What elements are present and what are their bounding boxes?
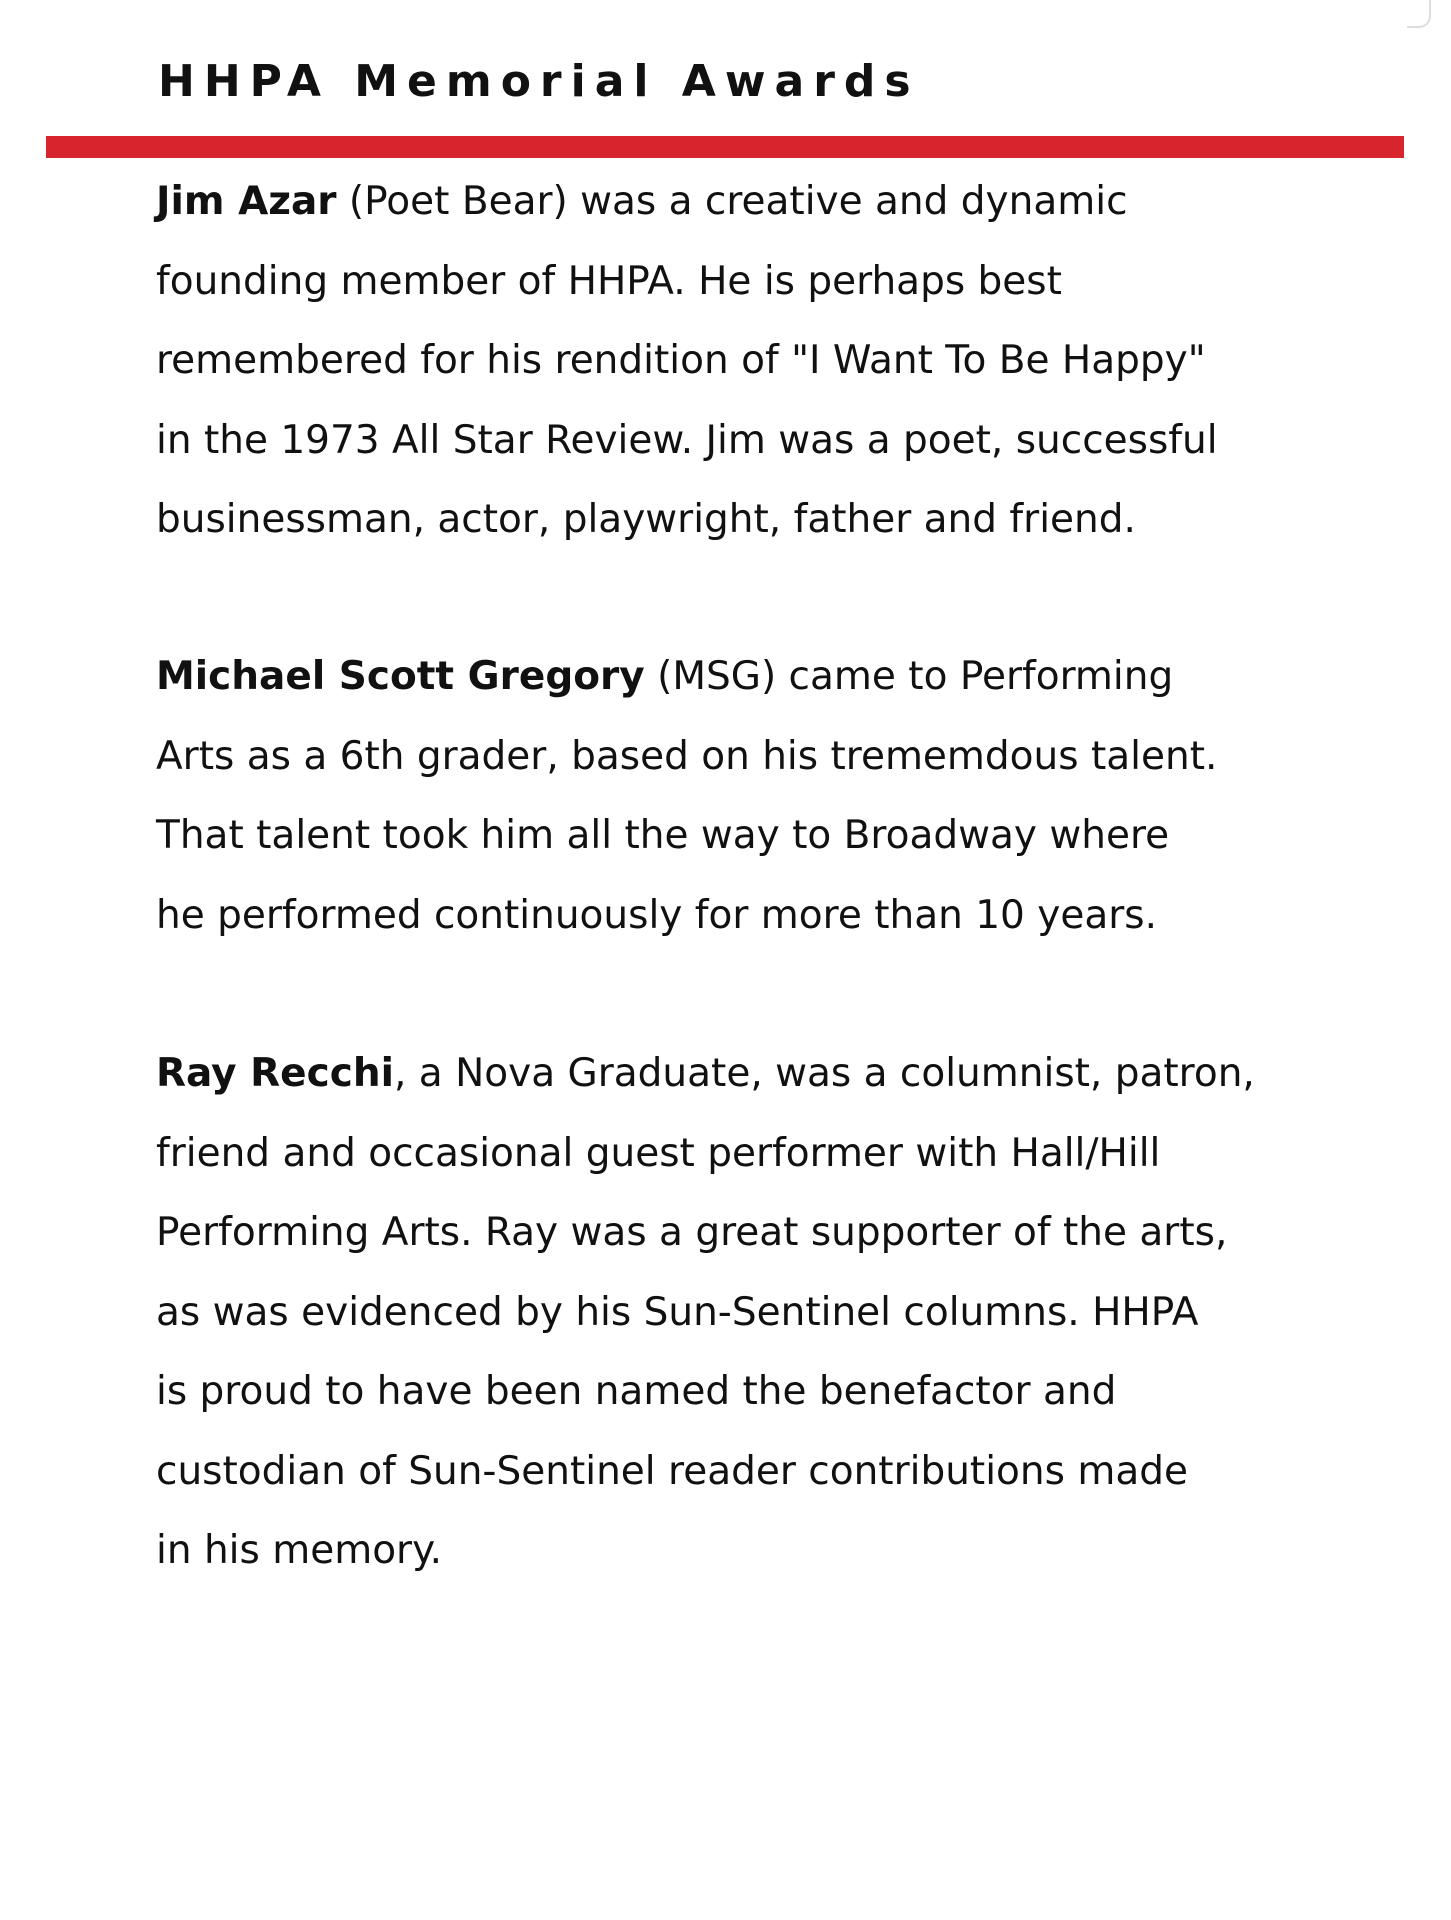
entry-line: businessman, actor, playwright, father and friend. (156, 497, 1136, 542)
page-title: HHPA Memorial Awards (158, 56, 920, 107)
honoree-name: Michael Scott Gregory (156, 654, 645, 699)
page-corner-mark (1407, 0, 1431, 28)
honoree-name: Ray Recchi (156, 1051, 394, 1096)
honoree-name: Jim Azar (156, 179, 337, 224)
entry-line: Arts as a 6th grader, based on his trememdous talent. (156, 733, 1218, 779)
entry-line: friend and occasional guest performer with Hall/Hill (156, 1130, 1161, 1176)
memorial-entry-michael-scott-gregory (156, 637, 1356, 955)
entry-line (156, 637, 1356, 717)
red-divider-rule (46, 136, 1404, 158)
entry-text: (Poet Bear) was a creative and dynamic (336, 179, 1128, 224)
entry-line (156, 162, 1356, 242)
entry-text: , a Nova Graduate, was a columnist, patron, (394, 1051, 1255, 1096)
entry-line: he performed continuously for more than 10 years. (156, 892, 1157, 938)
entry-line: That talent took him all the way to Broadway where (156, 813, 1170, 858)
entry-line: as was evidenced by his Sun-Sentinel columns. HHPA (156, 1289, 1199, 1335)
entry-text: (MSG) came to Performing (644, 654, 1174, 699)
memorial-entry-jim-azar (156, 162, 1356, 560)
entry-line: custodian of Sun-Sentinel reader contributions made (156, 1448, 1188, 1494)
entry-line: in his memory. (156, 1528, 443, 1573)
entry-line: Performing Arts. Ray was a great supporter of the arts, (156, 1210, 1228, 1255)
entry-line (156, 1034, 1356, 1114)
memorial-entry-ray-recchi (156, 1034, 1356, 1591)
entry-line: is proud to have been named the benefactor and (156, 1369, 1117, 1414)
entry-line: founding member of HHPA. He is perhaps best (156, 258, 1062, 304)
entry-line: in the 1973 All Star Review. Jim was a poet, successful (156, 417, 1218, 463)
entry-line: remembered for his rendition of "I Want To Be Happy" (156, 338, 1206, 383)
